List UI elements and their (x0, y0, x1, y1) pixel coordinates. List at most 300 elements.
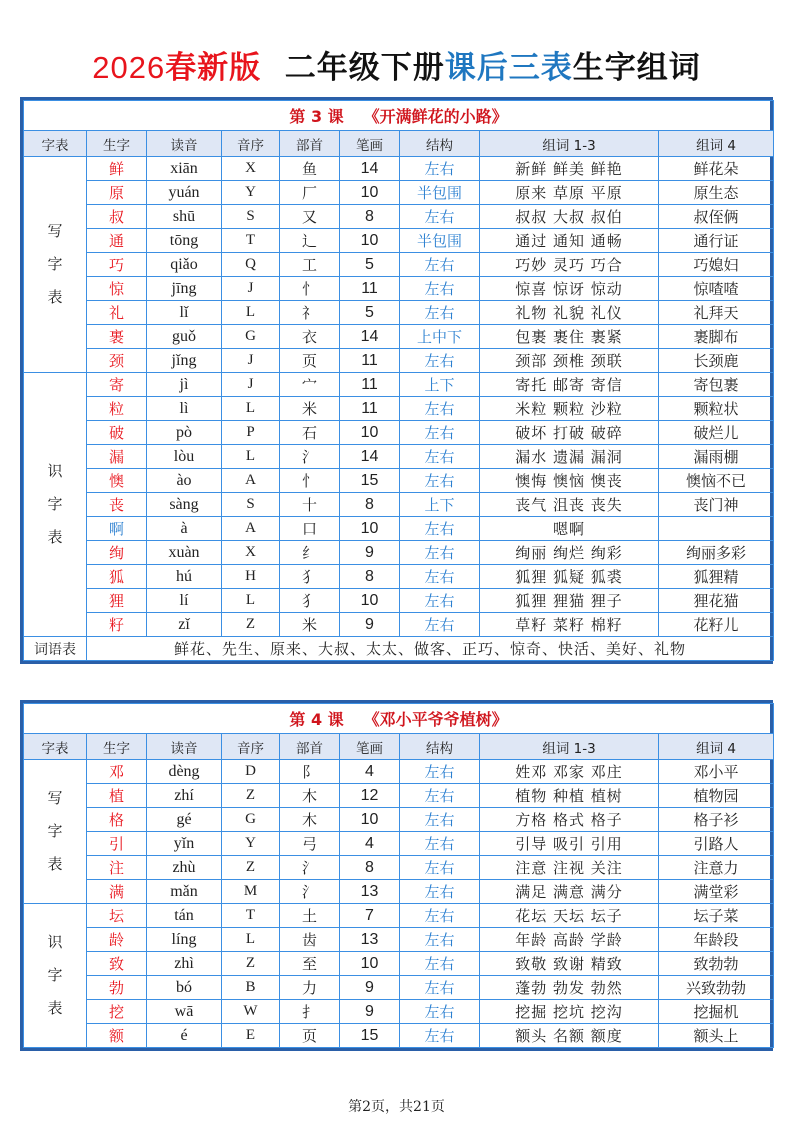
radical-cell: 忄 (280, 277, 340, 301)
column-header: 读音 (147, 734, 222, 760)
strokes-cell: 8 (340, 493, 400, 517)
pinyin-cell: jīng (147, 277, 222, 301)
structure-cell: 左右 (400, 808, 480, 832)
column-header: 部首 (280, 734, 340, 760)
radical-cell: 犭 (280, 589, 340, 613)
word4-cell: 裹脚布 (659, 325, 774, 349)
words-cell: 绚丽 绚烂 绚彩 (480, 541, 659, 565)
table-row (24, 421, 774, 445)
pinyin-cell: guǒ (147, 325, 222, 349)
structure-cell: 左右 (400, 928, 480, 952)
radical-cell: 忄 (280, 469, 340, 493)
column-header: 生字 (87, 734, 147, 760)
strokes-cell: 12 (340, 784, 400, 808)
pinyin-cell: yuán (147, 181, 222, 205)
char-cell: 致 (87, 952, 147, 976)
order-cell: G (222, 325, 280, 349)
table-row (24, 493, 774, 517)
table-row (24, 880, 774, 904)
char-cell: 啊 (87, 517, 147, 541)
char-cell: 勃 (87, 976, 147, 1000)
lesson-4-table (20, 700, 773, 1051)
strokes-cell: 9 (340, 541, 400, 565)
char-cell: 惊 (87, 277, 147, 301)
radical-cell: 纟 (280, 541, 340, 565)
word4-cell: 致勃勃 (659, 952, 774, 976)
pinyin-cell: zhì (147, 952, 222, 976)
char-cell: 满 (87, 880, 147, 904)
char-cell: 通 (87, 229, 147, 253)
pinyin-cell: à (147, 517, 222, 541)
table-row (24, 349, 774, 373)
word4-cell: 惊喳喳 (659, 277, 774, 301)
radical-cell: 犭 (280, 565, 340, 589)
pinyin-cell: lǐ (147, 301, 222, 325)
char-cell: 邓 (87, 760, 147, 784)
order-cell: P (222, 421, 280, 445)
structure-cell: 左右 (400, 565, 480, 589)
structure-cell: 左右 (400, 517, 480, 541)
title-subject: 生字组词 (572, 50, 701, 86)
table-row (24, 229, 774, 253)
title-edition: 春新版 (165, 50, 262, 86)
structure-cell: 左右 (400, 421, 480, 445)
pinyin-cell: lí (147, 589, 222, 613)
word4-cell: 绚丽多彩 (659, 541, 774, 565)
words-cell: 植物 种植 植树 (480, 784, 659, 808)
group-label-text: 识 字 表 (47, 933, 63, 1017)
pinyin-cell: jǐng (147, 349, 222, 373)
table-row (24, 928, 774, 952)
table-row (24, 181, 774, 205)
order-cell: Q (222, 253, 280, 277)
word4-cell: 额头上 (659, 1024, 774, 1048)
table-row (24, 760, 774, 784)
pinyin-cell: ào (147, 469, 222, 493)
strokes-cell: 9 (340, 976, 400, 1000)
structure-cell: 左右 (400, 349, 480, 373)
lesson-name: 《开满鲜花的小路》 (363, 107, 508, 126)
pinyin-cell: tán (147, 904, 222, 928)
radical-cell: 页 (280, 1024, 340, 1048)
strokes-cell: 15 (340, 469, 400, 493)
order-cell: A (222, 517, 280, 541)
order-cell: Z (222, 613, 280, 637)
char-cell: 破 (87, 421, 147, 445)
order-cell: Z (222, 856, 280, 880)
group-label-text: 写 字 表 (47, 789, 63, 873)
column-header: 生字 (87, 131, 147, 157)
radical-cell: 工 (280, 253, 340, 277)
structure-cell: 上中下 (400, 325, 480, 349)
word4-cell: 通行证 (659, 229, 774, 253)
order-cell: H (222, 565, 280, 589)
words-cell: 额头 名额 额度 (480, 1024, 659, 1048)
words-cell: 草籽 菜籽 棉籽 (480, 613, 659, 637)
strokes-cell: 10 (340, 952, 400, 976)
radical-cell: 米 (280, 613, 340, 637)
structure-cell: 上下 (400, 493, 480, 517)
words-cell: 颈部 颈椎 颈联 (480, 349, 659, 373)
word4-cell: 坛子菜 (659, 904, 774, 928)
column-header: 笔画 (340, 131, 400, 157)
strokes-cell: 14 (340, 157, 400, 181)
table-row (24, 469, 774, 493)
word4-cell: 叔侄俩 (659, 205, 774, 229)
words-cell: 米粒 颗粒 沙粒 (480, 397, 659, 421)
order-cell: Y (222, 181, 280, 205)
title-grade: 二年级下册 (284, 50, 445, 86)
order-cell: L (222, 397, 280, 421)
order-cell: S (222, 493, 280, 517)
word4-cell: 满堂彩 (659, 880, 774, 904)
order-cell: M (222, 880, 280, 904)
structure-cell: 左右 (400, 469, 480, 493)
structure-cell: 半包围 (400, 229, 480, 253)
group-label-text: 识 字 表 (47, 462, 63, 546)
radical-cell: 氵 (280, 880, 340, 904)
pinyin-cell: gé (147, 808, 222, 832)
lesson-title (24, 101, 774, 131)
pinyin-cell: líng (147, 928, 222, 952)
word4-cell: 邓小平 (659, 760, 774, 784)
word4-cell: 年龄段 (659, 928, 774, 952)
words-cell: 蓬勃 勃发 勃然 (480, 976, 659, 1000)
char-cell: 格 (87, 808, 147, 832)
words-cell: 挖掘 挖坑 挖沟 (480, 1000, 659, 1024)
table-row (24, 325, 774, 349)
strokes-cell: 13 (340, 928, 400, 952)
word4-cell: 破烂儿 (659, 421, 774, 445)
words-cell: 引导 吸引 引用 (480, 832, 659, 856)
char-cell: 粒 (87, 397, 147, 421)
structure-cell: 左右 (400, 1000, 480, 1024)
pinyin-cell: shū (147, 205, 222, 229)
table-row (24, 808, 774, 832)
table-row (24, 832, 774, 856)
radical-cell: 十 (280, 493, 340, 517)
lesson-name: 《邓小平爷爷植树》 (363, 710, 508, 729)
words-cell: 满足 满意 满分 (480, 880, 659, 904)
radical-cell: 木 (280, 808, 340, 832)
char-cell: 注 (87, 856, 147, 880)
structure-cell: 左右 (400, 397, 480, 421)
header-row (24, 131, 774, 157)
column-header: 结构 (400, 734, 480, 760)
group-label (24, 760, 87, 904)
order-cell: D (222, 760, 280, 784)
strokes-cell: 10 (340, 589, 400, 613)
pinyin-cell: tōng (147, 229, 222, 253)
words-cell: 丧气 沮丧 丧失 (480, 493, 659, 517)
pinyin-cell: zhù (147, 856, 222, 880)
words-cell: 懊悔 懊恼 懊丧 (480, 469, 659, 493)
structure-cell: 左右 (400, 157, 480, 181)
column-header: 结构 (400, 131, 480, 157)
words-cell: 年龄 高龄 学龄 (480, 928, 659, 952)
words-cell: 姓邓 邓家 邓庄 (480, 760, 659, 784)
char-cell: 巧 (87, 253, 147, 277)
radical-cell: 木 (280, 784, 340, 808)
structure-cell: 半包围 (400, 181, 480, 205)
table-row (24, 1000, 774, 1024)
table-row (24, 1024, 774, 1048)
order-cell: E (222, 1024, 280, 1048)
radical-cell: 齿 (280, 928, 340, 952)
strokes-cell: 4 (340, 832, 400, 856)
char-cell: 植 (87, 784, 147, 808)
order-cell: T (222, 229, 280, 253)
strokes-cell: 10 (340, 517, 400, 541)
order-cell: L (222, 928, 280, 952)
structure-cell: 左右 (400, 301, 480, 325)
words-cell: 方格 格式 格子 (480, 808, 659, 832)
table-row (24, 952, 774, 976)
table-row (24, 589, 774, 613)
radical-cell: 扌 (280, 1000, 340, 1024)
radical-cell: 力 (280, 976, 340, 1000)
words-cell: 包裹 裹住 裹紧 (480, 325, 659, 349)
radical-cell: 厂 (280, 181, 340, 205)
words-cell: 新鲜 鲜美 鲜艳 (480, 157, 659, 181)
char-cell: 坛 (87, 904, 147, 928)
radical-cell: 石 (280, 421, 340, 445)
words-cell: 寄托 邮寄 寄信 (480, 373, 659, 397)
column-header: 部首 (280, 131, 340, 157)
lesson-title (24, 704, 774, 734)
lesson-3-table (20, 97, 773, 664)
pinyin-cell: hú (147, 565, 222, 589)
column-header: 组词 4 (659, 734, 774, 760)
table-row (24, 904, 774, 928)
char-cell: 挖 (87, 1000, 147, 1024)
order-cell: Y (222, 832, 280, 856)
words-cell: 嗯啊 (480, 517, 659, 541)
table-row (24, 253, 774, 277)
char-cell: 狐 (87, 565, 147, 589)
radical-cell: 鱼 (280, 157, 340, 181)
column-header: 读音 (147, 131, 222, 157)
table-row (24, 157, 774, 181)
words-cell: 破坏 打破 破碎 (480, 421, 659, 445)
vocab-list: 鲜花、先生、原来、大叔、太太、做客、正巧、惊奇、快活、美好、礼物 (87, 637, 774, 661)
strokes-cell: 10 (340, 229, 400, 253)
pinyin-cell: wā (147, 1000, 222, 1024)
structure-cell: 左右 (400, 976, 480, 1000)
structure-cell: 左右 (400, 205, 480, 229)
order-cell: J (222, 277, 280, 301)
pinyin-cell: qiǎo (147, 253, 222, 277)
word4-cell: 懊恼不已 (659, 469, 774, 493)
words-cell: 叔叔 大叔 叔伯 (480, 205, 659, 229)
order-cell: J (222, 373, 280, 397)
radical-cell: 弓 (280, 832, 340, 856)
order-cell: W (222, 1000, 280, 1024)
word4-cell: 狐狸精 (659, 565, 774, 589)
pinyin-cell: xiān (147, 157, 222, 181)
lesson-number: 第 3 课 (289, 107, 344, 126)
words-cell: 惊喜 惊讶 惊动 (480, 277, 659, 301)
word4-cell (659, 517, 774, 541)
pinyin-cell: zǐ (147, 613, 222, 637)
pinyin-cell: zhí (147, 784, 222, 808)
header-row (24, 734, 774, 760)
pinyin-cell: yǐn (147, 832, 222, 856)
word4-cell: 鲜花朵 (659, 157, 774, 181)
char-cell: 寄 (87, 373, 147, 397)
char-cell: 裹 (87, 325, 147, 349)
table-row (24, 976, 774, 1000)
pinyin-cell: lòu (147, 445, 222, 469)
pinyin-cell: xuàn (147, 541, 222, 565)
char-cell: 懊 (87, 469, 147, 493)
structure-cell: 上下 (400, 373, 480, 397)
pinyin-cell: pò (147, 421, 222, 445)
order-cell: Z (222, 952, 280, 976)
word4-cell: 巧媳妇 (659, 253, 774, 277)
radical-cell: 辶 (280, 229, 340, 253)
radical-cell: 宀 (280, 373, 340, 397)
column-header: 字表 (24, 734, 87, 760)
structure-cell: 左右 (400, 856, 480, 880)
word4-cell: 长颈鹿 (659, 349, 774, 373)
char-cell: 籽 (87, 613, 147, 637)
structure-cell: 左右 (400, 589, 480, 613)
structure-cell: 左右 (400, 784, 480, 808)
words-cell: 致敬 致谢 精致 (480, 952, 659, 976)
strokes-cell: 9 (340, 613, 400, 637)
word4-cell: 兴致勃勃 (659, 976, 774, 1000)
column-header: 组词 1-3 (480, 131, 659, 157)
word4-cell: 挖掘机 (659, 1000, 774, 1024)
vocab-label: 词语表 (24, 637, 87, 661)
order-cell: A (222, 469, 280, 493)
strokes-cell: 14 (340, 445, 400, 469)
char-cell: 颈 (87, 349, 147, 373)
pinyin-cell: é (147, 1024, 222, 1048)
column-header: 音序 (222, 734, 280, 760)
table-row (24, 784, 774, 808)
column-header: 组词 1-3 (480, 734, 659, 760)
strokes-cell: 14 (340, 325, 400, 349)
column-header: 笔画 (340, 734, 400, 760)
order-cell: S (222, 205, 280, 229)
group-label (24, 373, 87, 637)
char-cell: 狸 (87, 589, 147, 613)
char-cell: 引 (87, 832, 147, 856)
table-row (24, 613, 774, 637)
words-cell: 狐狸 狸猫 狸子 (480, 589, 659, 613)
table-row (24, 541, 774, 565)
radical-cell: 土 (280, 904, 340, 928)
title-year: 2026 (92, 50, 166, 85)
words-cell: 狐狸 狐疑 狐裘 (480, 565, 659, 589)
table-row (24, 517, 774, 541)
lesson-number: 第 4 课 (289, 710, 344, 729)
order-cell: T (222, 904, 280, 928)
order-cell: X (222, 157, 280, 181)
column-header: 组词 4 (659, 131, 774, 157)
column-header: 字表 (24, 131, 87, 157)
title-highlight: 课后三表 (444, 50, 573, 86)
strokes-cell: 7 (340, 904, 400, 928)
group-label (24, 157, 87, 373)
pinyin-cell: sàng (147, 493, 222, 517)
structure-cell: 左右 (400, 832, 480, 856)
pinyin-cell: jì (147, 373, 222, 397)
word4-cell: 礼拜天 (659, 301, 774, 325)
page-title (0, 42, 793, 87)
structure-cell: 左右 (400, 253, 480, 277)
table-row (24, 565, 774, 589)
table-row (24, 856, 774, 880)
strokes-cell: 8 (340, 856, 400, 880)
char-cell: 原 (87, 181, 147, 205)
pinyin-cell: bó (147, 976, 222, 1000)
strokes-cell: 9 (340, 1000, 400, 1024)
word4-cell: 原生态 (659, 181, 774, 205)
word4-cell: 植物园 (659, 784, 774, 808)
word4-cell: 漏雨棚 (659, 445, 774, 469)
char-cell: 绚 (87, 541, 147, 565)
strokes-cell: 5 (340, 301, 400, 325)
strokes-cell: 15 (340, 1024, 400, 1048)
radical-cell: 又 (280, 205, 340, 229)
table-row (24, 277, 774, 301)
table-row (24, 373, 774, 397)
structure-cell: 左右 (400, 760, 480, 784)
radical-cell: 礻 (280, 301, 340, 325)
structure-cell: 左右 (400, 613, 480, 637)
order-cell: G (222, 808, 280, 832)
structure-cell: 左右 (400, 952, 480, 976)
strokes-cell: 10 (340, 181, 400, 205)
strokes-cell: 8 (340, 565, 400, 589)
table-row (24, 397, 774, 421)
pinyin-cell: dèng (147, 760, 222, 784)
char-cell: 丧 (87, 493, 147, 517)
char-cell: 龄 (87, 928, 147, 952)
words-cell: 原来 草原 平原 (480, 181, 659, 205)
word4-cell: 花籽儿 (659, 613, 774, 637)
strokes-cell: 11 (340, 397, 400, 421)
table-row (24, 205, 774, 229)
order-cell: B (222, 976, 280, 1000)
structure-cell: 左右 (400, 541, 480, 565)
word4-cell: 格子衫 (659, 808, 774, 832)
table-row (24, 445, 774, 469)
structure-cell: 左右 (400, 277, 480, 301)
word4-cell: 颗粒状 (659, 397, 774, 421)
word4-cell: 狸花猫 (659, 589, 774, 613)
structure-cell: 左右 (400, 1024, 480, 1048)
structure-cell: 左右 (400, 445, 480, 469)
vocab-row (24, 637, 774, 661)
pinyin-cell: lì (147, 397, 222, 421)
radical-cell: 氵 (280, 445, 340, 469)
order-cell: L (222, 301, 280, 325)
words-cell: 通过 通知 通畅 (480, 229, 659, 253)
words-cell: 漏水 遗漏 漏洞 (480, 445, 659, 469)
strokes-cell: 8 (340, 205, 400, 229)
words-cell: 礼物 礼貌 礼仪 (480, 301, 659, 325)
char-cell: 漏 (87, 445, 147, 469)
strokes-cell: 10 (340, 421, 400, 445)
words-cell: 花坛 天坛 坛子 (480, 904, 659, 928)
strokes-cell: 11 (340, 349, 400, 373)
char-cell: 礼 (87, 301, 147, 325)
word4-cell: 注意力 (659, 856, 774, 880)
